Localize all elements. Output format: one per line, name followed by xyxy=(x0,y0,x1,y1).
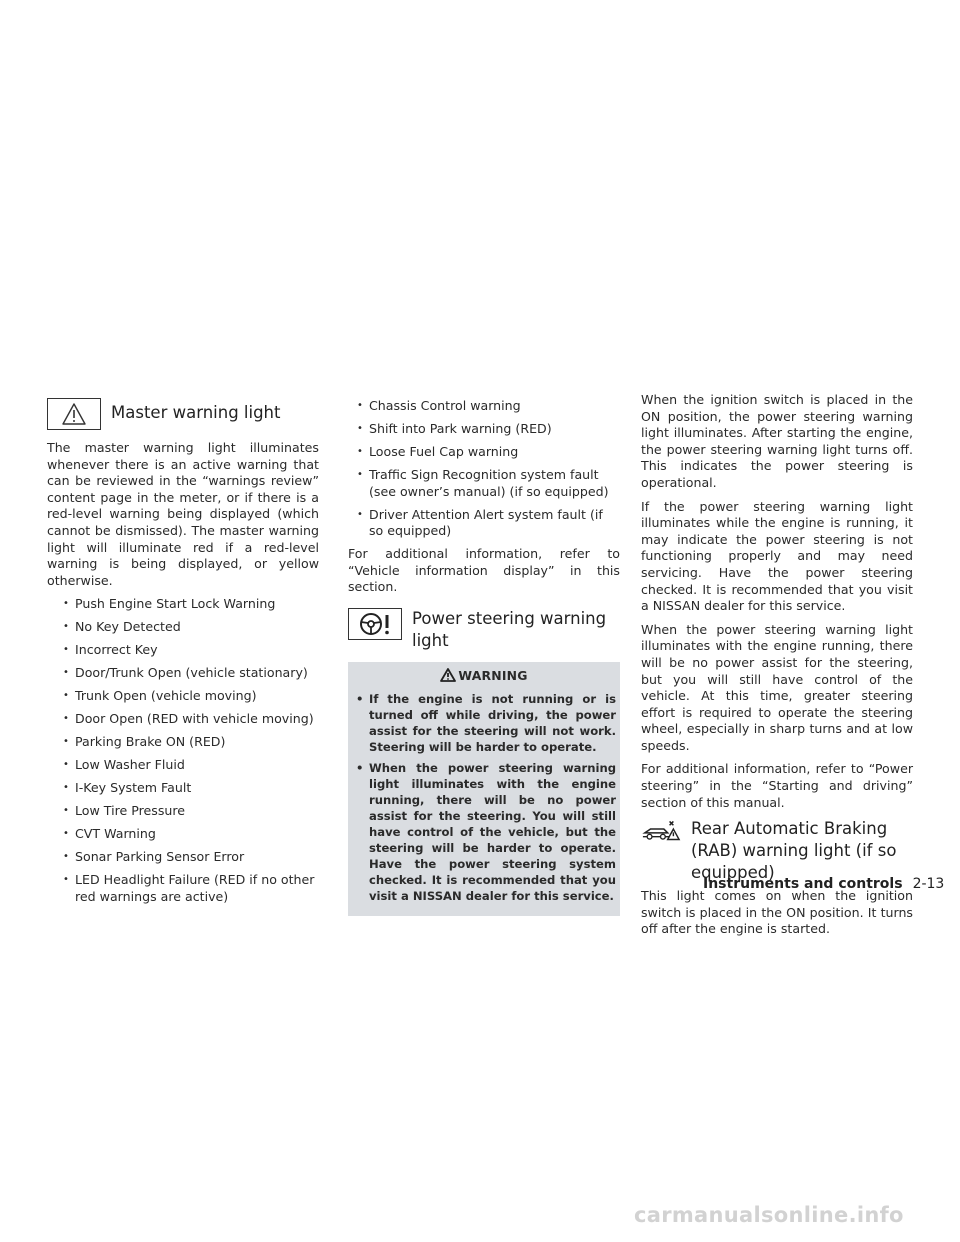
list-item: • Door Open (RED with vehicle moving) xyxy=(47,711,319,728)
power-steering-paragraph-2: If the power steering warning light illuminates while the engine is running, it may indicate the power steering is not functioning properly and may need servicing. Have the power steering checked. It is recommended that you visit a NISSAN dealer for this service. xyxy=(641,498,913,614)
list-item: • Low Tire Pressure xyxy=(47,803,319,820)
list-item: • Incorrect Key xyxy=(47,642,319,659)
list-item: • Door/Trunk Open (vehicle stationary) xyxy=(47,665,319,682)
warning-triangle-icon xyxy=(47,398,101,430)
power-steering-paragraph-1: When the ignition switch is placed in the ON position, the power steering warning light illuminates. After starting the engine, the power steering warning light turns off. This indicates the power steering is operational. xyxy=(641,392,913,490)
rab-heading xyxy=(641,818,913,884)
list-item: • CVT Warning xyxy=(47,826,319,843)
column-2 xyxy=(348,398,620,916)
list-item: • Trunk Open (vehicle moving) xyxy=(47,688,319,705)
power-steering-heading xyxy=(348,608,620,652)
rear-automatic-braking-icon xyxy=(641,818,681,842)
list-item: • Shift into Park warning (RED) xyxy=(348,421,620,438)
warning-item: • If the engine is not running or is turned off while driving, the power assist for the steering will not work. Steering will be harder to operate. xyxy=(354,691,616,755)
column-1 xyxy=(47,398,319,912)
master-warning-list xyxy=(47,596,319,905)
warning-triangle-small-icon xyxy=(440,668,456,682)
rab-paragraph: This light comes on when the ignition switch is placed in the ON position. It turns off after the engine is started. xyxy=(641,888,913,937)
page-number: 2-13 xyxy=(912,876,945,892)
master-warning-list-continued xyxy=(348,398,620,540)
warning-box xyxy=(348,662,620,916)
list-item: • No Key Detected xyxy=(47,619,319,636)
list-item: • Low Washer Fluid xyxy=(47,757,319,774)
list-item: • Traffic Sign Recognition system fault (see owner’s manual) (if so equipped) xyxy=(348,467,620,500)
warning-item: • When the power steering warning light illuminates with the engine running, there will be no power assist for the steering. You will still have control of the vehicle, but the steering will be harder to operate. Have the power steering system checked. It is recommended that you visit a NISSAN dealer for this service. xyxy=(354,760,616,904)
vehicle-info-reference: For additional information, refer to “Vehicle information display” in this section. xyxy=(348,546,620,595)
list-item: • Sonar Parking Sensor Error xyxy=(47,849,319,866)
watermark: carmanualsonline.info xyxy=(634,1203,904,1227)
list-item: • I-Key System Fault xyxy=(47,780,319,797)
warning-list xyxy=(348,691,620,916)
master-warning-heading xyxy=(47,398,319,430)
warning-header xyxy=(348,662,620,691)
list-item: • Loose Fuel Cap warning xyxy=(348,444,620,461)
footer-section: Instruments and controls xyxy=(703,876,903,892)
power-steering-icon xyxy=(348,608,402,640)
list-item: • Push Engine Start Lock Warning xyxy=(47,596,319,613)
power-steering-title: Power steering warning light xyxy=(412,608,607,650)
column-3 xyxy=(641,392,913,945)
power-steering-paragraph-3: When the power steering warning light illuminates with the engine running, there will be no power assist for the steering, but you will still have control of the vehicle. At this time, greater steering effort is required to operate the steering wheel, especially in sharp turns and at low speeds. xyxy=(641,621,913,753)
master-warning-title: Master warning light xyxy=(111,403,281,422)
page-footer xyxy=(703,876,944,892)
list-item: • Parking Brake ON (RED) xyxy=(47,734,319,751)
list-item: • Driver Attention Alert system fault (if so equipped) xyxy=(348,507,620,540)
rab-title: Rear Automatic Braking (RAB) warning light (if so equipped) xyxy=(691,819,897,883)
warning-label: WARNING xyxy=(458,667,528,683)
list-item: • LED Headlight Failure (RED if no other red warnings are active) xyxy=(47,872,319,905)
list-item: • Chassis Control warning xyxy=(348,398,620,415)
power-steering-paragraph-4: For additional information, refer to “Power steering” in the “Starting and driving” section of this manual. xyxy=(641,761,913,810)
master-warning-paragraph: The master warning light illuminates whenever there is an active warning that can be reviewed in the “warnings review” content page in the meter, or if there is a red-level warning being displayed (which cannot be dismissed). The master warning light will illuminate red if a red-level warning is being displayed, or yellow otherwise. xyxy=(47,440,319,588)
